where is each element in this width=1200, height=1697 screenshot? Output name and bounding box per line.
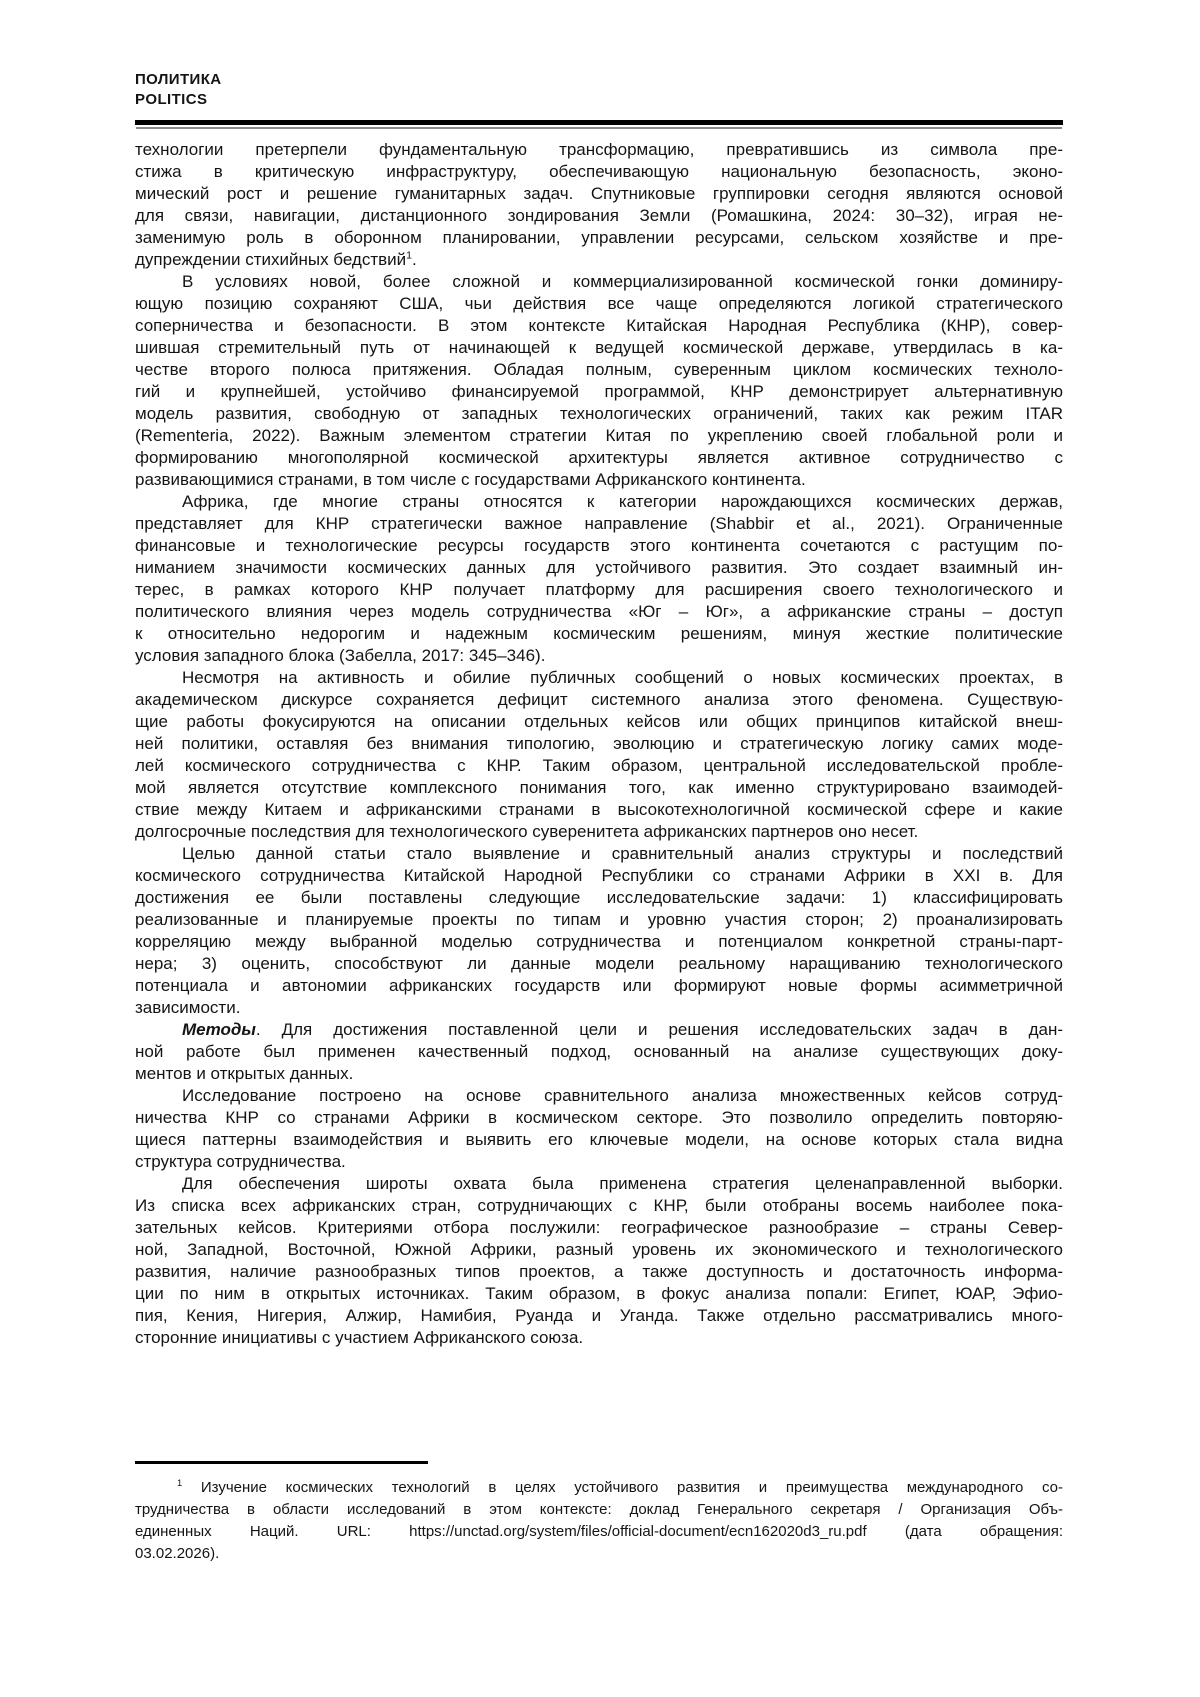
paragraph-line: структура сотрудничества. bbox=[135, 1152, 346, 1171]
paragraph-line: В условиях новой, более сложной и коммерциализированной космической гонки доминиру- bbox=[182, 272, 1063, 291]
header-rule bbox=[135, 120, 1063, 127]
text-segment: Изучение космических технологий в целях устойчивого развития и преимущества международного со- bbox=[182, 1479, 1063, 1496]
paragraph-line: лей космического сотрудничества с КНР. Таким образом, центральной исследовательской пробле- bbox=[135, 756, 1063, 775]
footnote-line bbox=[135, 1477, 1063, 1499]
paragraph-line: потенциала и автономии африканских государств или формируют новые формы асимметричной bbox=[135, 976, 1063, 995]
paragraph-line: достижения ее были поставлены следующие исследовательские задачи: 1) классифицировать bbox=[135, 888, 1063, 907]
paragraph-line: сторонние инициативы с участием Африканского союза. bbox=[135, 1328, 584, 1347]
paragraph bbox=[135, 139, 1063, 271]
page-content bbox=[135, 70, 1063, 1565]
footnote-reference: 1 bbox=[406, 249, 413, 262]
paragraph-line: Африка, где многие страны относятся к категории нарождающихся космических держав, bbox=[182, 492, 1063, 511]
paragraph-line: соперничества и безопасности. В этом контексте Китайская Народная Республика (КНР), совер- bbox=[135, 316, 1063, 335]
paragraph-line: модель развития, свободную от западных технологических ограничений, таких как режим ITAR bbox=[135, 404, 1063, 423]
footnote-line: единенных Наций. URL: https://unctad.org/system/files/official-document/ecn162020d3_ru.pdf (дата обращения: bbox=[135, 1523, 1063, 1540]
paragraph-line: ничества КНР со странами Африки в космическом секторе. Это позволило определить повторяю- bbox=[135, 1108, 1063, 1127]
paragraph-line: условия западного блока (Забелла, 2017: 345–346). bbox=[135, 646, 546, 665]
paragraph-line: ментов и открытых данных. bbox=[135, 1064, 354, 1083]
paragraph-line: мический рост и решение гуманитарных задач. Спутниковые группировки сегодня являются основой bbox=[135, 184, 1063, 203]
paragraph-line: Исследование построено на основе сравнительного анализа множественных кейсов сотруд- bbox=[182, 1086, 1063, 1105]
paragraph-line: долгосрочные последствия для технологического суверенитета африканских партнеров оно несет. bbox=[135, 822, 919, 841]
paragraph bbox=[135, 271, 1063, 491]
paragraph bbox=[135, 491, 1063, 667]
paragraph-line: честве второго полюса притяжения. Обладая полным, суверенным циклом космических техноло- bbox=[135, 360, 1063, 379]
footnote-line: 03.02.2026). bbox=[135, 1545, 220, 1562]
text-segment: . bbox=[412, 250, 417, 269]
methods-lead: Методы bbox=[182, 1020, 256, 1039]
paragraph-line: Целью данной статьи стало выявление и сравнительный анализ структуры и последствий bbox=[182, 844, 1063, 863]
paragraph-line bbox=[135, 1019, 1063, 1041]
paragraph-line: ниманием значимости космических данных для устойчивого развития. Это создает взаимный ин- bbox=[135, 558, 1063, 577]
header bbox=[135, 70, 1063, 110]
paragraph-line: формированию многополярной космической архитектуры является активное сотрудничество с bbox=[135, 448, 1063, 467]
paragraph-line: ции по ним в открытых источниках. Таким образом, в фокус анализа попали: Египет, ЮАР, Эфио- bbox=[135, 1284, 1063, 1303]
paragraph-line: щиеся паттерны взаимодействия и выявить его ключевые модели, на основе которых стала видна bbox=[135, 1130, 1063, 1149]
paragraph-line: представляет для КНР стратегически важное направление (Shabbir et al., 2021). Ограниченные bbox=[135, 514, 1063, 533]
paragraph bbox=[135, 1085, 1063, 1173]
footnote-reference: 1 bbox=[177, 1478, 183, 1488]
paragraph-line: корреляцию между выбранной моделью сотрудничества и потенциалом конкретной страны-парт- bbox=[135, 932, 1063, 951]
section-label-ru: ПОЛИТИКА bbox=[135, 71, 222, 88]
text-segment: . Для достижения поставленной цели и решения исследовательских задач в дан- bbox=[255, 1020, 1063, 1039]
paragraph-line: Для обеспечения широты охвата была применена стратегия целенаправленной выборки. bbox=[182, 1174, 1063, 1193]
paragraph-line: Из списка всех африканских стран, сотрудничающих с КНР, были отобраны восемь наиболее пока- bbox=[135, 1196, 1063, 1215]
paragraph bbox=[135, 667, 1063, 843]
paragraph-line: академическом дискурсе сохраняется дефицит системного анализа этого феномена. Существую- bbox=[135, 690, 1063, 709]
paragraph-line: заменимую роль в оборонном планировании, управлении ресурсами, сельском хозяйстве и пре- bbox=[135, 228, 1063, 247]
paragraph-line: терес, в рамках которого КНР получает платформу для расширения своего технологического и bbox=[135, 580, 1063, 599]
paragraph bbox=[135, 1019, 1063, 1085]
paragraph-line: к относительно недорогим и надежным космическим решениям, минуя жесткие политические bbox=[135, 624, 1063, 643]
paragraph-line: пия, Кения, Нигерия, Алжир, Намибия, Руанда и Уганда. Также отдельно рассматривались много- bbox=[135, 1306, 1063, 1325]
paragraph-line: зательных кейсов. Критериями отбора послужили: географическое разнообразие – страны Север- bbox=[135, 1218, 1063, 1237]
paragraph-line: стижа в критическую инфраструктуру, обеспечивающую национальную безопасность, эконо- bbox=[135, 162, 1063, 181]
paragraph-line: нера; 3) оценить, способствуют ли данные модели реальному наращиванию технологического bbox=[135, 954, 1063, 973]
footnote-line: трудничества в области исследований в этом контексте: доклад Генерального секретаря / Организация Объ- bbox=[135, 1501, 1063, 1518]
paragraph-line: развивающимися странами, в том числе с государствами Африканского континента. bbox=[135, 470, 806, 489]
paragraph-line: развития, наличие разнообразных типов проектов, а также доступность и достаточность информа- bbox=[135, 1262, 1063, 1281]
paragraph bbox=[135, 1173, 1063, 1349]
section-label-en: POLITICS bbox=[135, 91, 208, 108]
paragraph-line: для связи, навигации, дистанционного зондирования Земли (Ромашкина, 2024: 30–32), играя не- bbox=[135, 206, 1063, 225]
footnote-rule bbox=[135, 1461, 428, 1464]
paragraph-line: (Rementeria, 2022). Важным элементом стратегии Китая по укреплению своей глобальной роли и bbox=[135, 426, 1063, 445]
paragraph-line: зависимости. bbox=[135, 998, 241, 1017]
paragraph-line: реализованные и планируемые проекты по типам и уровню участия сторон; 2) проанализировать bbox=[135, 910, 1063, 929]
paragraph-line: ющую позицию сохраняют США, чьи действия все чаще определяются логикой стратегического bbox=[135, 294, 1063, 313]
paragraph-line: щие работы фокусируются на описании отдельных кейсов или общих принципов китайской внеш- bbox=[135, 712, 1063, 731]
paragraph-line: Несмотря на активность и обилие публичных сообщений о новых космических проектах, в bbox=[182, 668, 1063, 687]
footnote bbox=[135, 1477, 1063, 1565]
paragraph-line: финансовые и технологические ресурсы государств этого континента сочетаются с растущим по- bbox=[135, 536, 1063, 555]
paragraph-line: ней политики, оставляя без внимания типологию, эволюцию и стратегическую логику самих моде- bbox=[135, 734, 1063, 753]
paragraph-line: гий и крупнейшей, устойчиво финансируемой программой, КНР демонстрирует альтернативную bbox=[135, 382, 1063, 401]
paragraph-line: космического сотрудничества Китайской Народной Республики со странами Африки в XXI в. Для bbox=[135, 866, 1063, 885]
paragraph-line: ной, Западной, Восточной, Южной Африки, разный уровень их экономического и технологического bbox=[135, 1240, 1063, 1259]
paragraph bbox=[135, 843, 1063, 1019]
article-body bbox=[135, 139, 1063, 1349]
paragraph-line: мой является отсутствие комплексного понимания того, как именно структурировано взаимодей- bbox=[135, 778, 1063, 797]
text-segment: дупреждении стихийных бедствий bbox=[135, 250, 407, 269]
paragraph-line: шившая стремительный путь от начинающей к ведущей космической державе, утвердилась в ка- bbox=[135, 338, 1063, 357]
paragraph-line: политического влияния через модель сотрудничества «Юг – Юг», а африканские страны – доступ bbox=[135, 602, 1063, 621]
paragraph-line: ной работе был применен качественный подход, основанный на анализе существующих доку- bbox=[135, 1042, 1063, 1061]
paragraph-line bbox=[135, 249, 1063, 271]
paragraph-line: ствие между Китаем и африканскими странами в высокотехнологичной космической сфере и какие bbox=[135, 800, 1063, 819]
paragraph-line: технологии претерпели фундаментальную трансформацию, превратившись из символа пре- bbox=[135, 140, 1063, 159]
